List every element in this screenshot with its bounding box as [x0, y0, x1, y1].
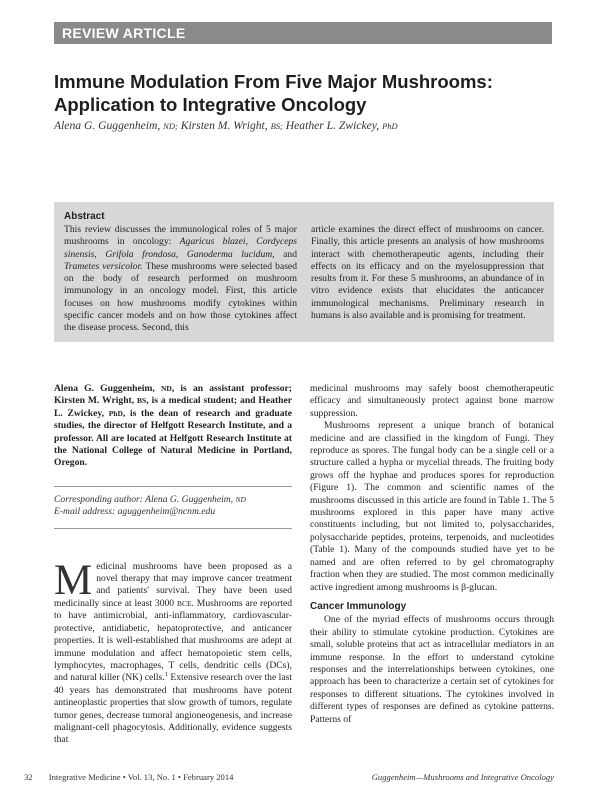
intro-text: . Mushrooms are reported to have antimicrobial, anti-inflammatory, cardiovascular-protective, antidiabetic, hepatoprotective, and anticancer properties. It is well-established that mushrooms are adept at immune modulation and affect hematopoietic stem cells, lymphocytes, macrophages, T cells, dendritic cells (DCs), and natural killer (NK) cells. — [54, 597, 293, 684]
bio-text: , is an assistant professor; Kirsten M. Wright, — [54, 383, 292, 407]
author-degree: ND; — [163, 121, 178, 131]
bio-text: , is the dean of research and graduate studies, the director of Helfgott Research Institute, and a professor. All are located at Helfgott Research Institute at the National College of Natural Medicine in Portland, Oregon. — [54, 407, 292, 469]
abstract-left-column — [64, 224, 297, 335]
drop-cap: M — [54, 556, 93, 604]
body-paragraph: medicinal mushrooms may safely boost chemotherapeutic efficacy and simultaneously protect against bone marrow suppression. — [310, 383, 554, 419]
body-paragraph: Mushrooms represent a unique branch of botanical medicine and are classified in the kingdom of Fungi. They reproduce as spores. The fungal body can be a single cell or a structure called a hypha or mycelial threads. The fruiting body grows off the hyphae and produces spores for reproduction (Figure 1). The common and scientific names of the mushrooms discussed in this article are found in Table 1. The 5 mushrooms explored in this paper have many active constituents including, but not limited to, polysaccharides, polysaccharide peptides, proteins, terpenoids, and nucleotides (Table 1). Many of the compounds studied have yet to be named and are often referred to by gel chromatography fraction when they are studied. The most common medicinally active ingredient among mushrooms is β-glucan. — [310, 420, 554, 593]
right-column — [310, 383, 554, 726]
page-footer — [24, 772, 233, 782]
bio-degree: BS — [137, 396, 147, 406]
bio-text: Alena G. Guggenheim, — [54, 383, 161, 394]
divider — [54, 528, 292, 529]
abstract-heading: Abstract — [64, 211, 105, 222]
abstract-box — [54, 202, 554, 342]
article-title — [54, 70, 554, 116]
intro-text: edicinal mushrooms have been proposed as a novel therapy that may improve cancer treatment and patients' survival. They have been used medicinally since at least 3000 — [54, 560, 292, 609]
journal-info: Integrative Medicine • Vol. 13, No. 1 • February 2014 — [48, 772, 234, 782]
corresponding-author-degree: ND — [235, 494, 246, 504]
author-list — [54, 119, 554, 132]
era-abbrev: BCE — [176, 598, 192, 608]
author-name: Alena G. Guggenheim, — [54, 119, 161, 132]
author-degree: BS; — [270, 121, 283, 131]
author-name: Heather L. Zwickey, — [285, 119, 380, 132]
email-address: E-mail address: aguggenheim@ncnm.edu — [54, 506, 216, 518]
divider — [54, 486, 292, 487]
running-title: Guggenheim—Mushrooms and Integrative Oncology — [371, 772, 554, 782]
author-name: Kirsten M. Wright, — [180, 119, 268, 132]
bio-text: , is a medical student; and Heather L. Zwickey, — [54, 395, 292, 419]
species-names: Agaricus blazei, Cordyceps sinensis, Grifola frondosa, Ganoderma lucidum, — [64, 236, 297, 260]
title-line-2: Application to Integrative Oncology — [54, 94, 367, 115]
section-heading: Cancer Immunology — [310, 600, 407, 612]
abstract-text: This review discusses the immunological roles of 5 major mushrooms in oncology: — [64, 224, 297, 248]
intro-text: Extensive research over the last 40 years has demonstrated that mushrooms have potent antineoplastic properties that slow growth of tumors, regulate tumor genes, decrease tumoral angioneogenesis, and increase malignant-cell phagocytosis. Additionally, evidence suggests that — [54, 672, 292, 746]
corresponding-author — [54, 494, 292, 506]
page-number: 32 — [24, 772, 33, 782]
article-type-banner: REVIEW ARTICLE — [54, 22, 552, 44]
abstract-text: and — [274, 248, 297, 260]
abstract-columns — [64, 224, 544, 335]
bio-degree: ND — [160, 384, 172, 393]
author-degree: PhD — [382, 121, 398, 131]
author-bio — [54, 383, 292, 470]
citation-superscript: 1 — [164, 671, 168, 679]
bio-degree: PhD — [108, 408, 123, 418]
abstract-text: These mushrooms were selected based on the body of research performed on mushroom immunology in an oncology model. First, this article focuses on how mushrooms modify cytokines within specific cancer models and on how those cytokines affect the disease process. Second, this — [64, 260, 297, 334]
abstract-right-column: article examines the direct effect of mushrooms on cancer. Finally, this article presents an analysis of how mushrooms interact with chemotherapeutic agents, including their effects on its efficacy and on the myelosuppression that results from it. For these 5 mushrooms, an abundance of in vitro evidence exists that elucidates the anticancer immunological mechanisms. Preliminary research in humans is also available and is promising for treatment. — [311, 224, 544, 322]
title-line-1: Immune Modulation From Five Major Mushrooms: — [54, 71, 493, 92]
species-name: Trametes versicolor. — [64, 260, 143, 272]
left-column — [54, 383, 292, 747]
intro-paragraph — [54, 556, 293, 747]
body-paragraph: One of the myriad effects of mushrooms occurs through their ability to stimulate cytokine production. Cytokines are small, soluble proteins that act as intracellular mediators in an immune response. In the effort to understand cytokine responses and the interrelationships between cytokines, one approach has been to characterize a certain set of cytokines for responses to different situations. The cytokines involved in different types of responses are defined as cytokine patterns. Patterns of — [310, 614, 554, 725]
corresponding-author-text: Corresponding author: Alena G. Guggenheim, — [54, 493, 236, 505]
